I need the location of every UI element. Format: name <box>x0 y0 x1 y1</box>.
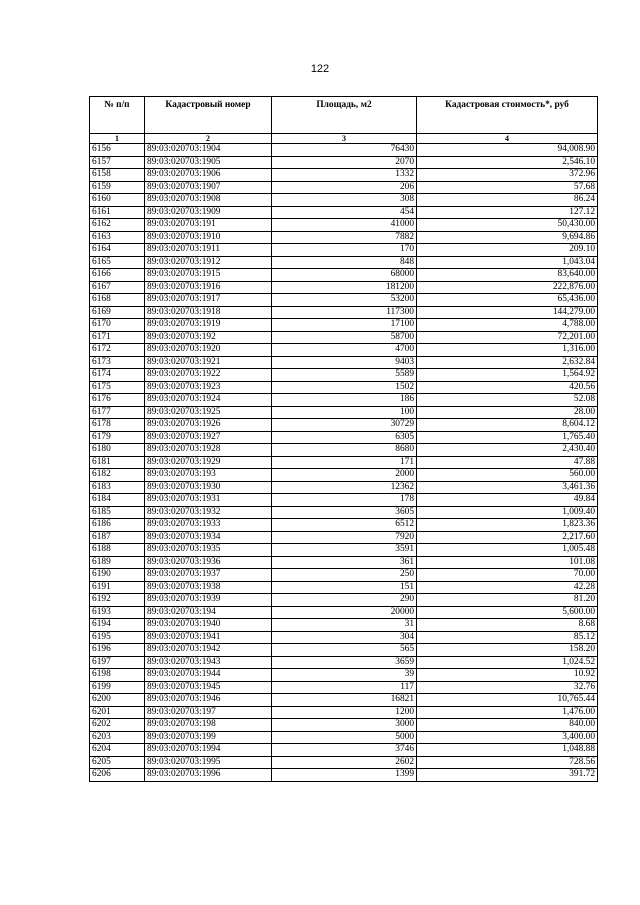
cadastral-number: 89:03:020703:1917 <box>145 294 272 307</box>
area-value: 39 <box>272 669 417 682</box>
area-value: 117 <box>272 681 417 694</box>
header-cadastral-cost: Кадастровая стоимость*, руб <box>417 97 598 134</box>
table-body <box>90 144 598 782</box>
cadastral-cost: 47.88 <box>417 456 598 469</box>
table-row <box>90 481 598 494</box>
row-number: 6187 <box>90 531 145 544</box>
area-value: 181200 <box>272 281 417 294</box>
cadastral-cost: 32.76 <box>417 681 598 694</box>
table-row <box>90 519 598 532</box>
cadastral-cost: 222,876.00 <box>417 281 598 294</box>
header-row <box>90 97 598 134</box>
cadastral-cost: 49.84 <box>417 494 598 507</box>
area-value: 171 <box>272 456 417 469</box>
area-value: 3659 <box>272 656 417 669</box>
table-row <box>90 344 598 357</box>
cadastral-cost: 420.56 <box>417 381 598 394</box>
cadastral-cost: 158.20 <box>417 644 598 657</box>
cadastral-number: 89:03:020703:1930 <box>145 481 272 494</box>
area-value: 1502 <box>272 381 417 394</box>
row-number: 6196 <box>90 644 145 657</box>
row-number: 6172 <box>90 344 145 357</box>
row-number: 6203 <box>90 731 145 744</box>
area-value: 5000 <box>272 731 417 744</box>
row-number: 6200 <box>90 694 145 707</box>
column-number: 2 <box>145 134 272 144</box>
table-row <box>90 256 598 269</box>
area-value: 151 <box>272 581 417 594</box>
cadastral-cost: 2,430.40 <box>417 444 598 457</box>
table-row <box>90 206 598 219</box>
cadastral-cost: 8.68 <box>417 619 598 632</box>
table-row <box>90 544 598 557</box>
table-row <box>90 356 598 369</box>
area-value: 3000 <box>272 719 417 732</box>
area-value: 5589 <box>272 369 417 382</box>
cadastral-number: 89:03:020703:199 <box>145 731 272 744</box>
area-value: 2000 <box>272 469 417 482</box>
area-value: 1332 <box>272 169 417 182</box>
table-row <box>90 769 598 782</box>
table-row <box>90 569 598 582</box>
cadastral-number: 89:03:020703:1909 <box>145 206 272 219</box>
area-value: 3746 <box>272 744 417 757</box>
cadastral-number: 89:03:020703:1934 <box>145 531 272 544</box>
cadastral-cost: 1,765.40 <box>417 431 598 444</box>
row-number: 6169 <box>90 306 145 319</box>
area-value: 7920 <box>272 531 417 544</box>
row-number: 6166 <box>90 269 145 282</box>
area-value: 117300 <box>272 306 417 319</box>
table-row <box>90 156 598 169</box>
cadastral-number: 89:03:020703:1922 <box>145 369 272 382</box>
row-number: 6192 <box>90 594 145 607</box>
row-number: 6186 <box>90 519 145 532</box>
cadastral-cost: 94,008.90 <box>417 144 598 157</box>
cadastral-cost: 1,823.36 <box>417 519 598 532</box>
row-number: 6162 <box>90 219 145 232</box>
cadastral-cost: 372.96 <box>417 169 598 182</box>
row-number: 6193 <box>90 606 145 619</box>
area-value: 20000 <box>272 606 417 619</box>
cadastral-number: 89:03:020703:1937 <box>145 569 272 582</box>
cadastral-cost: 57.68 <box>417 181 598 194</box>
cadastral-cost: 65,436.00 <box>417 294 598 307</box>
table-row <box>90 469 598 482</box>
cadastral-number: 89:03:020703:1942 <box>145 644 272 657</box>
table-row <box>90 669 598 682</box>
cadastral-number: 89:03:020703:1928 <box>145 444 272 457</box>
cadastral-cost: 5,600.00 <box>417 606 598 619</box>
column-number: 3 <box>272 134 417 144</box>
row-number: 6173 <box>90 356 145 369</box>
row-number: 6184 <box>90 494 145 507</box>
table-row <box>90 169 598 182</box>
cadastral-number: 89:03:020703:1994 <box>145 744 272 757</box>
header-cadastral-number: Кадастровый номер <box>145 97 272 134</box>
area-value: 361 <box>272 556 417 569</box>
table-row <box>90 394 598 407</box>
table-row <box>90 731 598 744</box>
row-number: 6183 <box>90 481 145 494</box>
cadastral-number: 89:03:020703:1925 <box>145 406 272 419</box>
area-value: 2070 <box>272 156 417 169</box>
cadastral-number: 89:03:020703:197 <box>145 706 272 719</box>
cadastral-cost: 1,564.92 <box>417 369 598 382</box>
row-number: 6174 <box>90 369 145 382</box>
cadastral-cost: 81.20 <box>417 594 598 607</box>
cadastral-cost: 209.10 <box>417 244 598 257</box>
row-number: 6157 <box>90 156 145 169</box>
area-value: 3591 <box>272 544 417 557</box>
cadastral-number: 89:03:020703:1929 <box>145 456 272 469</box>
area-value: 8680 <box>272 444 417 457</box>
row-number: 6178 <box>90 419 145 432</box>
row-number: 6191 <box>90 581 145 594</box>
column-number: 4 <box>417 134 598 144</box>
area-value: 454 <box>272 206 417 219</box>
cadastral-table <box>89 96 598 782</box>
cadastral-cost: 2,632.84 <box>417 356 598 369</box>
table-row <box>90 331 598 344</box>
cadastral-cost: 50,430.00 <box>417 219 598 232</box>
table-row <box>90 606 598 619</box>
cadastral-cost: 42.28 <box>417 581 598 594</box>
row-number: 6168 <box>90 294 145 307</box>
cadastral-cost: 4,788.00 <box>417 319 598 332</box>
cadastral-number: 89:03:020703:1995 <box>145 756 272 769</box>
area-value: 9403 <box>272 356 417 369</box>
table-row <box>90 319 598 332</box>
row-number: 6159 <box>90 181 145 194</box>
row-number: 6199 <box>90 681 145 694</box>
cadastral-number: 89:03:020703:192 <box>145 331 272 344</box>
cadastral-number: 89:03:020703:1920 <box>145 344 272 357</box>
row-number: 6171 <box>90 331 145 344</box>
row-number: 6201 <box>90 706 145 719</box>
row-number: 6194 <box>90 619 145 632</box>
area-value: 16821 <box>272 694 417 707</box>
cadastral-number: 89:03:020703:1904 <box>145 144 272 157</box>
cadastral-number: 89:03:020703:1916 <box>145 281 272 294</box>
row-number: 6206 <box>90 769 145 782</box>
cadastral-number: 89:03:020703:1912 <box>145 256 272 269</box>
cadastral-cost: 1,316.00 <box>417 344 598 357</box>
row-number: 6176 <box>90 394 145 407</box>
cadastral-cost: 70.00 <box>417 569 598 582</box>
row-number: 6161 <box>90 206 145 219</box>
area-value: 186 <box>272 394 417 407</box>
table-row <box>90 194 598 207</box>
header-area: Площадь, м2 <box>272 97 417 134</box>
cadastral-number: 89:03:020703:1931 <box>145 494 272 507</box>
cadastral-cost: 1,043.04 <box>417 256 598 269</box>
header-number: № п/п <box>90 97 145 134</box>
row-number: 6182 <box>90 469 145 482</box>
area-value: 30729 <box>272 419 417 432</box>
cadastral-cost: 9,694.86 <box>417 231 598 244</box>
table-row <box>90 694 598 707</box>
cadastral-number: 89:03:020703:1944 <box>145 669 272 682</box>
table-row <box>90 406 598 419</box>
cadastral-number: 89:03:020703:1939 <box>145 594 272 607</box>
table-row <box>90 306 598 319</box>
cadastral-number: 89:03:020703:1932 <box>145 506 272 519</box>
table-row <box>90 644 598 657</box>
table-row <box>90 456 598 469</box>
cadastral-cost: 1,476.00 <box>417 706 598 719</box>
table-row <box>90 494 598 507</box>
cadastral-cost: 127.12 <box>417 206 598 219</box>
area-value: 41000 <box>272 219 417 232</box>
cadastral-cost: 85.12 <box>417 631 598 644</box>
table-row <box>90 294 598 307</box>
area-value: 12362 <box>272 481 417 494</box>
table-row <box>90 656 598 669</box>
cadastral-number: 89:03:020703:1908 <box>145 194 272 207</box>
row-number: 6160 <box>90 194 145 207</box>
cadastral-number: 89:03:020703:1924 <box>145 394 272 407</box>
table-row <box>90 419 598 432</box>
cadastral-cost: 10.92 <box>417 669 598 682</box>
area-value: 565 <box>272 644 417 657</box>
table-row <box>90 681 598 694</box>
cadastral-cost: 10,765.44 <box>417 694 598 707</box>
area-value: 68000 <box>272 269 417 282</box>
cadastral-number: 89:03:020703:1940 <box>145 619 272 632</box>
table-row <box>90 619 598 632</box>
cadastral-cost: 840.00 <box>417 719 598 732</box>
area-value: 178 <box>272 494 417 507</box>
cadastral-number: 89:03:020703:1938 <box>145 581 272 594</box>
table-row <box>90 431 598 444</box>
area-value: 76430 <box>272 144 417 157</box>
row-number: 6202 <box>90 719 145 732</box>
cadastral-cost: 728.56 <box>417 756 598 769</box>
area-value: 250 <box>272 569 417 582</box>
cadastral-number: 89:03:020703:1943 <box>145 656 272 669</box>
cadastral-cost: 86.24 <box>417 194 598 207</box>
row-number: 6198 <box>90 669 145 682</box>
table-row <box>90 219 598 232</box>
area-value: 6305 <box>272 431 417 444</box>
cadastral-number: 89:03:020703:1926 <box>145 419 272 432</box>
row-number: 6181 <box>90 456 145 469</box>
cadastral-cost: 83,640.00 <box>417 269 598 282</box>
cadastral-number: 89:03:020703:1996 <box>145 769 272 782</box>
area-value: 100 <box>272 406 417 419</box>
column-number-row <box>90 134 598 144</box>
cadastral-number: 89:03:020703:194 <box>145 606 272 619</box>
row-number: 6170 <box>90 319 145 332</box>
area-value: 58700 <box>272 331 417 344</box>
row-number: 6156 <box>90 144 145 157</box>
cadastral-number: 89:03:020703:1907 <box>145 181 272 194</box>
row-number: 6175 <box>90 381 145 394</box>
table-row <box>90 631 598 644</box>
table-row <box>90 269 598 282</box>
cadastral-cost: 2,217.60 <box>417 531 598 544</box>
cadastral-number: 89:03:020703:198 <box>145 719 272 732</box>
table-row <box>90 556 598 569</box>
cadastral-cost: 144,279.00 <box>417 306 598 319</box>
row-number: 6180 <box>90 444 145 457</box>
area-value: 1200 <box>272 706 417 719</box>
cadastral-number: 89:03:020703:1941 <box>145 631 272 644</box>
cadastral-number: 89:03:020703:1933 <box>145 519 272 532</box>
area-value: 31 <box>272 619 417 632</box>
cadastral-number: 89:03:020703:1936 <box>145 556 272 569</box>
row-number: 6189 <box>90 556 145 569</box>
table-row <box>90 581 598 594</box>
cadastral-number: 89:03:020703:193 <box>145 469 272 482</box>
row-number: 6197 <box>90 656 145 669</box>
table-row <box>90 444 598 457</box>
cadastral-cost: 72,201.00 <box>417 331 598 344</box>
cadastral-cost: 391.72 <box>417 769 598 782</box>
area-value: 304 <box>272 631 417 644</box>
cadastral-number: 89:03:020703:1935 <box>145 544 272 557</box>
cadastral-cost: 101.08 <box>417 556 598 569</box>
cadastral-cost: 52.08 <box>417 394 598 407</box>
cadastral-number: 89:03:020703:1918 <box>145 306 272 319</box>
table-row <box>90 181 598 194</box>
row-number: 6164 <box>90 244 145 257</box>
cadastral-number: 89:03:020703:1921 <box>145 356 272 369</box>
cadastral-cost: 1,024.52 <box>417 656 598 669</box>
page-number: 122 <box>310 63 330 75</box>
row-number: 6165 <box>90 256 145 269</box>
area-value: 6512 <box>272 519 417 532</box>
table-row <box>90 531 598 544</box>
area-value: 17100 <box>272 319 417 332</box>
area-value: 2602 <box>272 756 417 769</box>
cadastral-number: 89:03:020703:191 <box>145 219 272 232</box>
area-value: 206 <box>272 181 417 194</box>
cadastral-number: 89:03:020703:1911 <box>145 244 272 257</box>
cadastral-number: 89:03:020703:1946 <box>145 694 272 707</box>
row-number: 6204 <box>90 744 145 757</box>
table-row <box>90 706 598 719</box>
row-number: 6163 <box>90 231 145 244</box>
table-row <box>90 244 598 257</box>
row-number: 6195 <box>90 631 145 644</box>
row-number: 6158 <box>90 169 145 182</box>
area-value: 170 <box>272 244 417 257</box>
column-number: 1 <box>90 134 145 144</box>
table-row <box>90 744 598 757</box>
cadastral-cost: 1,009.40 <box>417 506 598 519</box>
cadastral-number: 89:03:020703:1905 <box>145 156 272 169</box>
area-value: 4700 <box>272 344 417 357</box>
table-row <box>90 719 598 732</box>
cadastral-cost: 3,400.00 <box>417 731 598 744</box>
cadastral-cost: 1,005.48 <box>417 544 598 557</box>
row-number: 6167 <box>90 281 145 294</box>
table-row <box>90 144 598 157</box>
cadastral-cost: 8,604.12 <box>417 419 598 432</box>
cadastral-cost: 1,048.88 <box>417 744 598 757</box>
area-value: 308 <box>272 194 417 207</box>
cadastral-cost: 2,546.10 <box>417 156 598 169</box>
table-row <box>90 381 598 394</box>
cadastral-number: 89:03:020703:1919 <box>145 319 272 332</box>
row-number: 6188 <box>90 544 145 557</box>
row-number: 6179 <box>90 431 145 444</box>
cadastral-number: 89:03:020703:1927 <box>145 431 272 444</box>
area-value: 290 <box>272 594 417 607</box>
row-number: 6185 <box>90 506 145 519</box>
table-row <box>90 369 598 382</box>
row-number: 6177 <box>90 406 145 419</box>
table-row <box>90 756 598 769</box>
row-number: 6190 <box>90 569 145 582</box>
area-value: 3605 <box>272 506 417 519</box>
cadastral-number: 89:03:020703:1910 <box>145 231 272 244</box>
cadastral-cost: 28.00 <box>417 406 598 419</box>
cadastral-cost: 560.00 <box>417 469 598 482</box>
area-value: 7882 <box>272 231 417 244</box>
table-row <box>90 506 598 519</box>
table-row <box>90 281 598 294</box>
cadastral-number: 89:03:020703:1915 <box>145 269 272 282</box>
area-value: 848 <box>272 256 417 269</box>
table-row <box>90 594 598 607</box>
row-number: 6205 <box>90 756 145 769</box>
area-value: 53200 <box>272 294 417 307</box>
area-value: 1399 <box>272 769 417 782</box>
table-row <box>90 231 598 244</box>
cadastral-number: 89:03:020703:1923 <box>145 381 272 394</box>
cadastral-number: 89:03:020703:1945 <box>145 681 272 694</box>
cadastral-cost: 3,461.36 <box>417 481 598 494</box>
cadastral-number: 89:03:020703:1906 <box>145 169 272 182</box>
